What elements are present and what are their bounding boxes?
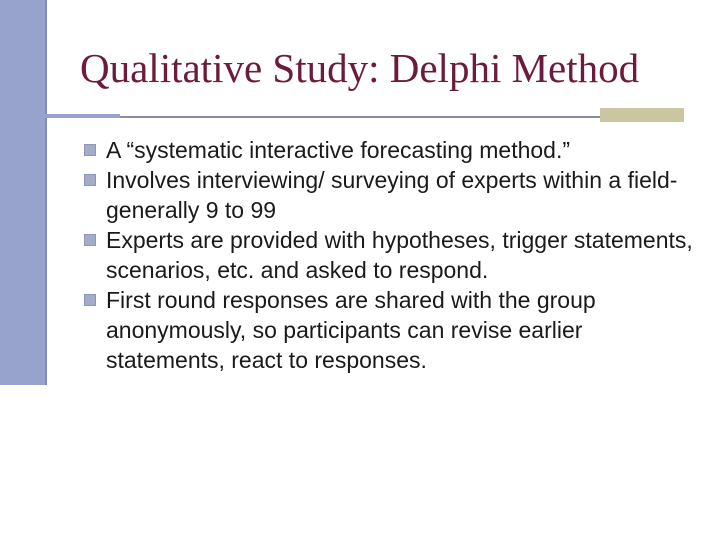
side-accent-bar	[0, 0, 47, 385]
bullet-text: Involves interviewing/ surveying of experts within a field- generally 9 to 99	[106, 167, 678, 223]
bullet-text: Experts are provided with hypotheses, trigger statements, scenarios, etc. and asked to respond.	[106, 227, 693, 283]
bullet-text: A “systematic interactive forecasting method.”	[106, 137, 571, 163]
square-bullet-icon	[84, 294, 96, 306]
bullet-item	[84, 225, 704, 285]
bullet-item	[84, 165, 704, 225]
square-bullet-icon	[84, 174, 96, 186]
title-accent-block	[600, 108, 684, 122]
bullet-item	[84, 135, 704, 165]
bullet-list	[84, 135, 704, 375]
bullet-item	[84, 285, 704, 375]
bullet-text: First round responses are shared with the group anonymously, so participants can revise earlier statements, react to responses.	[106, 287, 596, 373]
square-bullet-icon	[84, 144, 96, 156]
title-rule-left	[0, 114, 120, 118]
square-bullet-icon	[84, 234, 96, 246]
slide-title: Qualitative Study: Delphi Method	[80, 45, 640, 91]
